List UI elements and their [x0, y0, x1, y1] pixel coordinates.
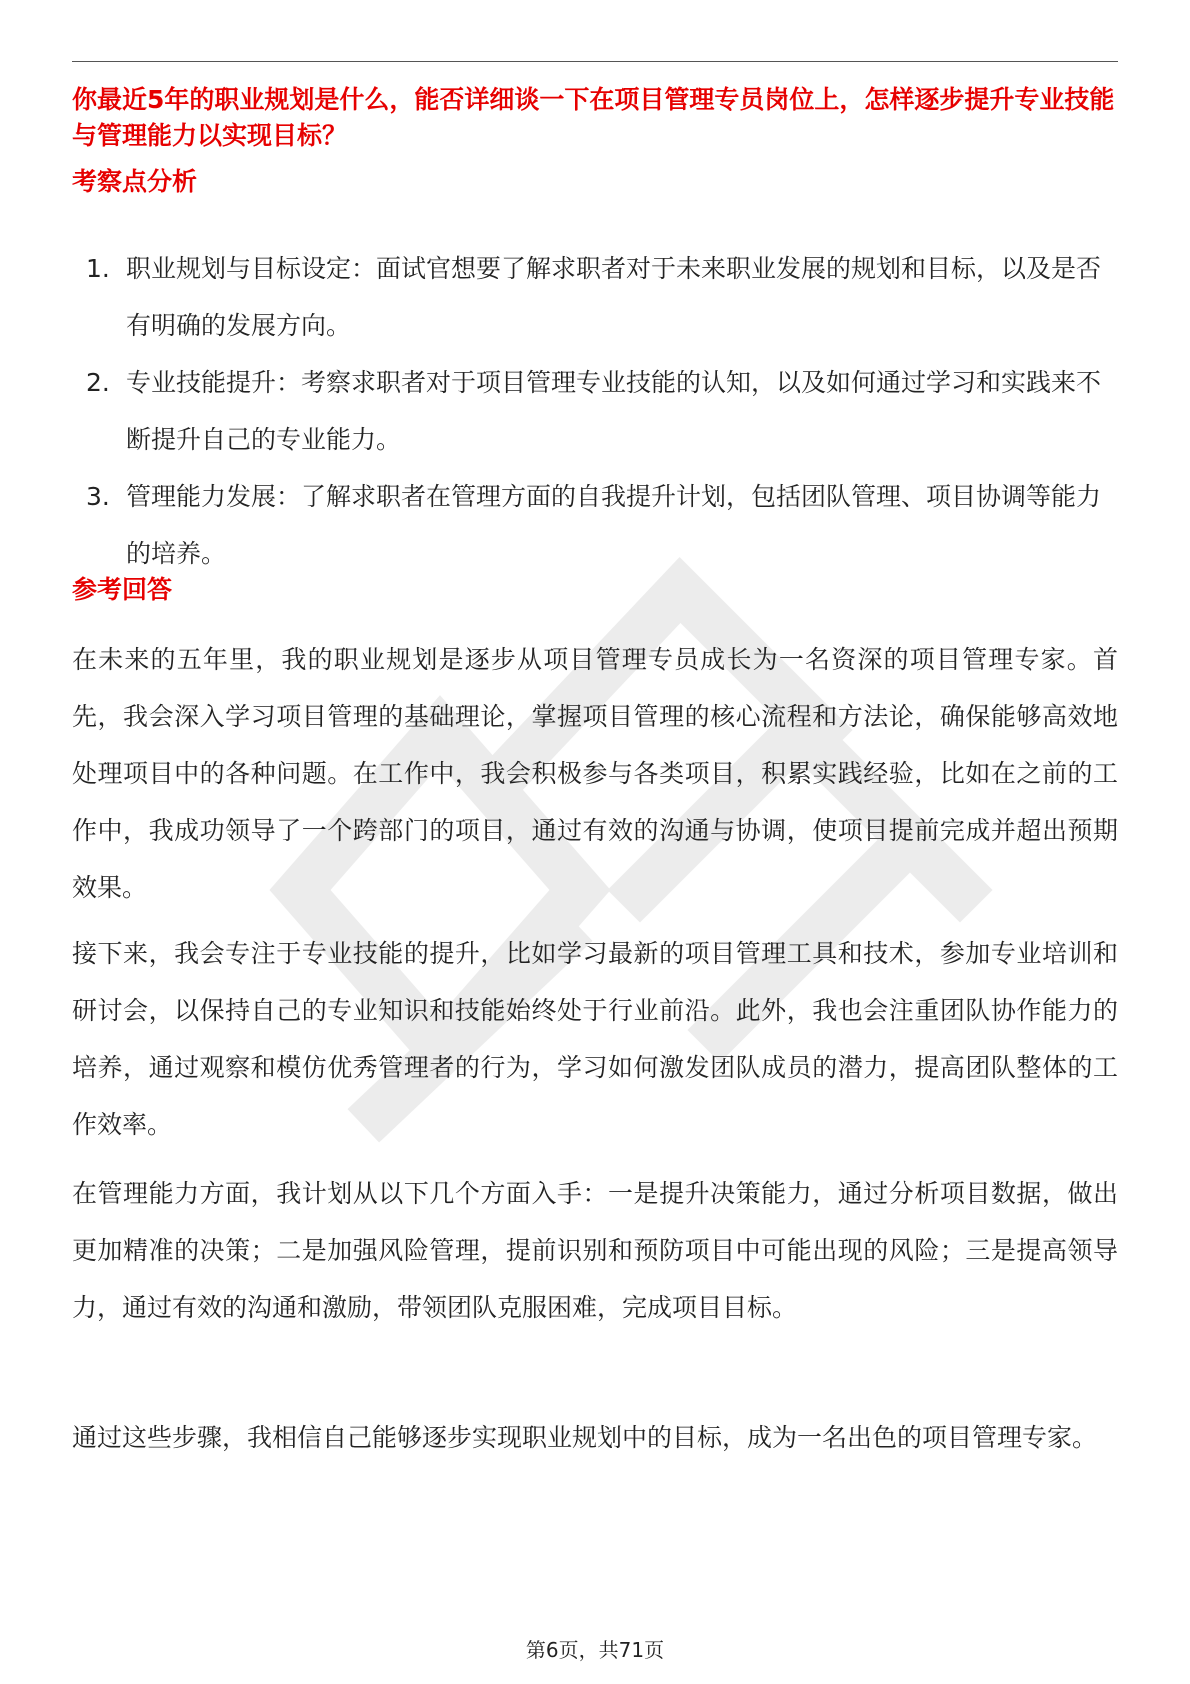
- question-title: 你最近5年的职业规划是什么，能否详细谈一下在项目管理专员岗位上，怎样逐步提升专业技能与管理能力以实现目标？: [72, 85, 1115, 150]
- analysis-item: [72, 468, 1118, 582]
- answer-paragraph: 通过这些步骤，我相信自己能够逐步实现职业规划中的目标，成为一名出色的项目管理专家。: [72, 1423, 1098, 1452]
- analysis-list: [72, 240, 1118, 582]
- answer-paragraph: 在管理能力方面，我计划从以下几个方面入手：一是提升决策能力，通过分析项目数据，做出更加精准的决策；二是加强风险管理，提前识别和预防项目中可能出现的风险；三是提高领导力，通过有效的沟通和激励，带领团队克服困难，完成项目目标。: [72, 1179, 1118, 1322]
- list-number: 1.: [86, 254, 110, 283]
- page-footer: 第6页，共71页: [525, 1638, 665, 1662]
- analysis-item-text: 职业规划与目标设定：面试官想要了解求职者对于未来职业发展的规划和目标，以及是否有明确的发展方向。: [126, 254, 1102, 340]
- analysis-item-text: 专业技能提升：考察求职者对于项目管理专业技能的认知，以及如何通过学习和实践来不断提升自己的专业能力。: [126, 368, 1102, 454]
- answer-heading: 参考回答: [72, 575, 173, 604]
- analysis-heading: 考察点分析: [72, 167, 198, 196]
- analysis-item-text: 管理能力发展：了解求职者在管理方面的自我提升计划，包括团队管理、项目协调等能力的培养。: [126, 482, 1102, 568]
- answer-paragraph: 接下来，我会专注于专业技能的提升，比如学习最新的项目管理工具和技术，参加专业培训和研讨会，以保持自己的专业知识和技能始终处于行业前沿。此外，我也会注重团队协作能力的培养，通过观察和模仿优秀管理者的行为，学习如何激发团队成员的潜力，提高团队整体的工作效率。: [72, 939, 1118, 1139]
- list-number: 3.: [86, 482, 110, 511]
- answer-paragraph: 在未来的五年里，我的职业规划是逐步从项目管理专员成长为一名资深的项目管理专家。首先，我会深入学习项目管理的基础理论，掌握项目管理的核心流程和方法论，确保能够高效地处理项目中的各种问题。在工作中，我会积极参与各类项目，积累实践经验，比如在之前的工作中，我成功领导了一个跨部门的项目，通过有效的沟通与协调，使项目提前完成并超出预期效果。: [72, 645, 1118, 902]
- analysis-item: [72, 240, 1118, 354]
- analysis-item: [72, 354, 1118, 468]
- list-number: 2.: [86, 368, 110, 397]
- top-divider: [72, 61, 1118, 62]
